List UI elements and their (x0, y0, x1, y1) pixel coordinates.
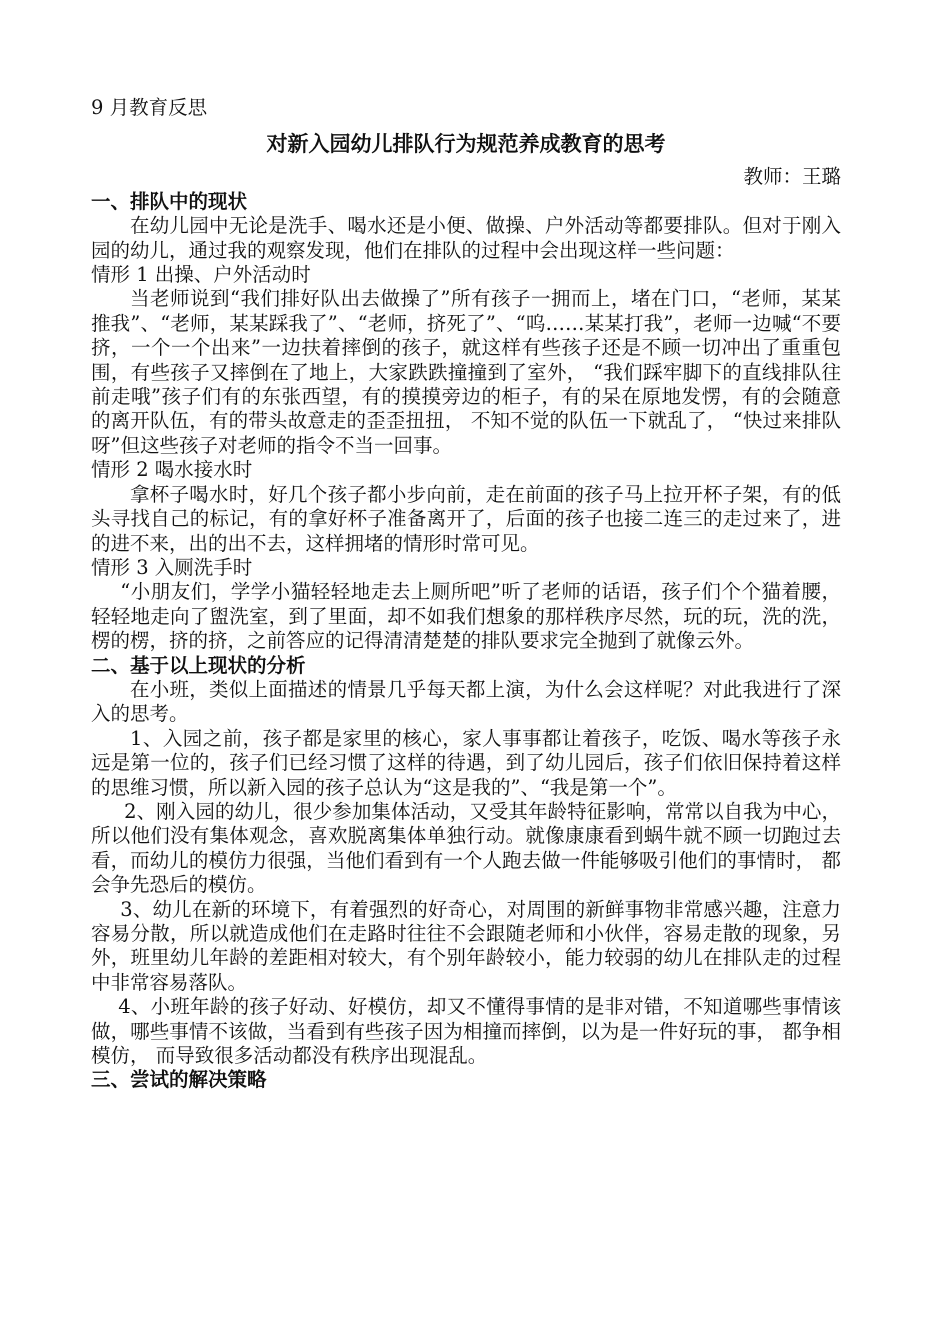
section-heading-analysis: 二、基于以上现状的分析 (91, 653, 306, 677)
paragraph-analysis-point-4: 4、小班年龄的孩子好动、好模仿，却又不懂得事情的是非对错，不知道哪些事情该做，哪些事情不该做，当看到有些孩子因为相撞而摔倒，以为是一件好玩的事， 都争相模仿， 而导致很多活动都没有秩序出现混乱。 (91, 995, 841, 1068)
paragraph-analysis-intro: 在小班，类似上面描述的情景几乎每天都上演，为什么会这样呢？对此我进行了深入的思考。 (91, 677, 841, 726)
section-heading-strategies: 三、尝试的解决策略 (91, 1068, 267, 1092)
author-line: 教师：王璐 (743, 165, 841, 189)
paragraph-case-2: 拿杯子喝水时，好几个孩子都小步向前，走在前面的孩子马上拉开杯子架，有的低头寻找自己的标记，有的拿好杯子准备离开了，后面的孩子也接二连三的走过来了，进的进不来，出的出不去，这样拥堵的情形时常可见。 (91, 482, 841, 555)
paragraph-analysis-point-2: 2、刚入园的幼儿，很少参加集体活动，又受其年龄特征影响，常常以自我为中心，所以他们没有集体观念，喜欢脱离集体单独行动。就像康康看到蜗牛就不顾一切跑过去看，而幼儿的模仿力很强，当他们看到有一个人跑去做一件能够吸引他们的事情时， 都会争先恐后的模仿。 (91, 799, 841, 897)
case-label-1: 情形 1 出操、户外活动时 (91, 263, 311, 287)
paragraph-case-3: “小朋友们，学学小猫轻轻地走去上厕所吧”听了老师的话语，孩子们个个猫着腰，轻轻地走向了盥洗室，到了里面，却不如我们想象的那样秩序尽然，玩的玩，洗的洗，楞的楞，挤的挤，之前答应的记得清清楚楚的排队要求完全抛到了就像云外。 (91, 580, 841, 653)
paragraph-analysis-point-3: 3、幼儿在新的环境下，有着强烈的好奇心，对周围的新鲜事物非常感兴趣，注意力容易分散，所以就造成他们在走路时往往不会跟随老师和小伙伴，容易走散的现象，另外，班里幼儿年龄的差距相对较大，有个别年龄较小，能力较弱的幼儿在排队走的过程中非常容易落队。 (91, 897, 841, 994)
paragraph-analysis-point-1: 1、入园之前，孩子都是家里的核心，家人事事都让着孩子，吃饭、喝水等孩子永远是第一位的，孩子们已经习惯了这样的待遇，到了幼儿园后，孩子们依旧保持着这样的思维习惯，所以新入园的孩子总认为“这是我的”、“我是第一个”。 (91, 726, 841, 799)
document-page (91, 96, 841, 1093)
case-label-3: 情形 3 入厕洗手时 (91, 555, 253, 579)
document-title: 对新入园幼儿排队行为规范养成教育的思考 (266, 131, 666, 157)
document-label: 9 月教育反思 (91, 96, 208, 119)
section-heading-current-state: 一、排队中的现状 (91, 189, 248, 213)
paragraph-intro: 在幼儿园中无论是洗手、喝水还是小便、做操、户外活动等都要排队。但对于刚入园的幼儿，通过我的观察发现，他们在排队的过程中会出现这样一些问题： (91, 214, 841, 262)
paragraph-case-1: 当老师说到“我们排好队出去做操了”所有孩子一拥而上，堵在门口，“老师，某某推我”、“老师，某某踩我了”、“老师，挤死了”、“呜……某某打我”，老师一边喊“不要挤，一个一个出来”一边扶着摔倒的孩子，就这样有些孩子还是不顾一切冲出了重重包围，有些孩子又摔倒在了地上，大家跌跌撞撞到了室外， “我们踩牢脚下的直线排队往前走哦”孩子们有的东张西望，有的摸摸旁边的柜子，有的呆在原地发愣，有的会随意的离开队伍，有的带头故意走的歪歪扭扭， 不知不觉的队伍一下就乱了， “快过来排队呀”但这些孩子对老师的指令不当一回事。 (91, 287, 841, 457)
case-label-2: 情形 2 喝水接水时 (91, 458, 253, 482)
